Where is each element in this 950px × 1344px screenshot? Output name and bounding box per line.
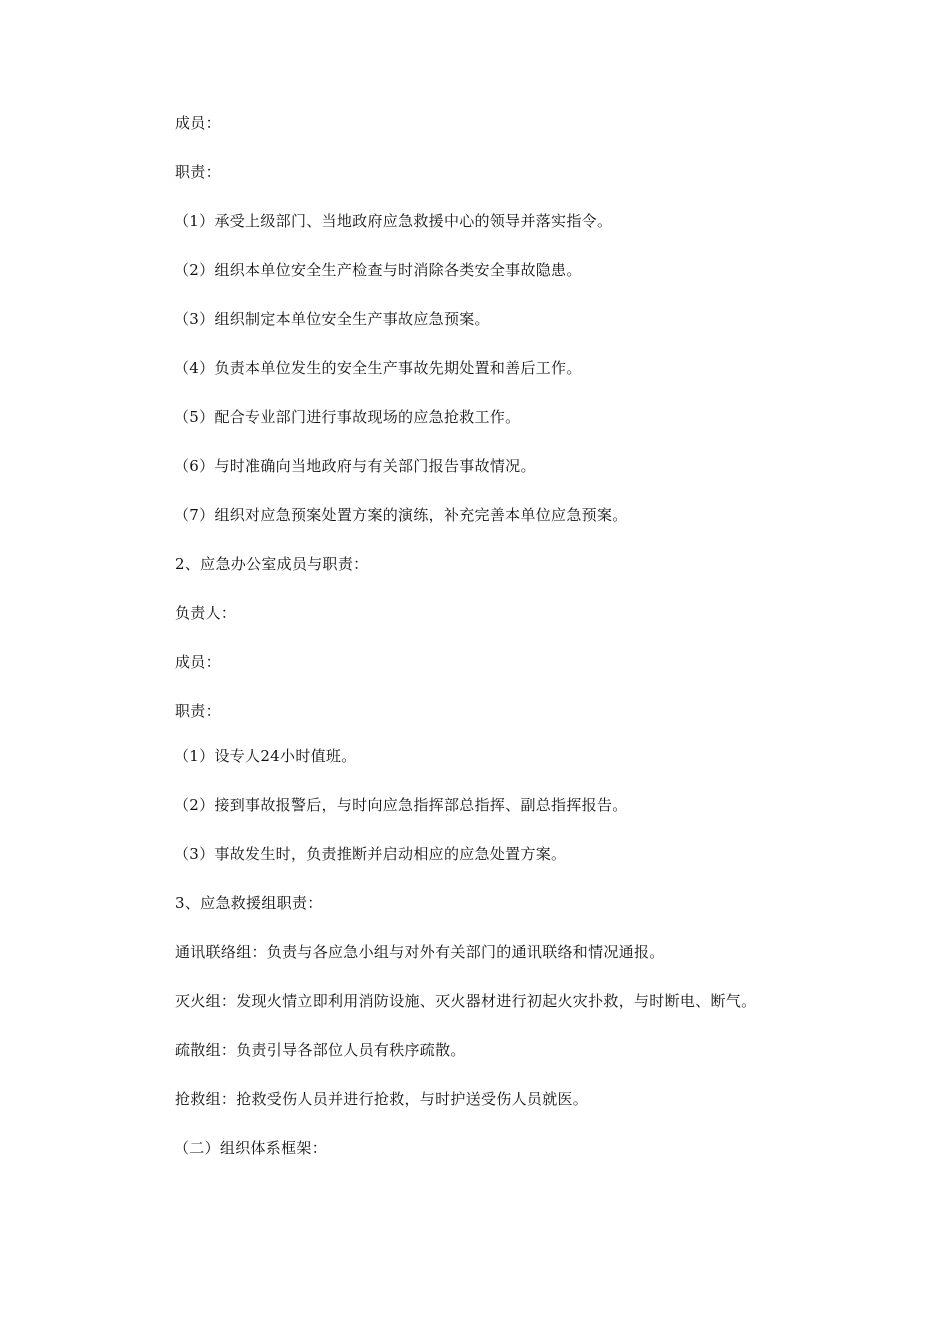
duty-item-5: （5）配合专业部门进行事故现场的应急抢救工作。: [174, 408, 521, 426]
office-duty-item-2: （2）接到事故报警后，与时向应急指挥部总指挥、副总指挥报告。: [174, 796, 628, 814]
duty-item-4: （4）负责本单位发生的安全生产事故先期处置和善后工作。: [174, 359, 582, 377]
duty-item-6: （6）与时准确向当地政府与有关部门报告事故情况。: [174, 457, 536, 475]
evacuation-group-duty: 疏散组：负责引导各部位人员有秩序疏散。: [175, 1041, 466, 1059]
section-heading-rescue: 3、应急救援组职责：: [175, 894, 323, 912]
members-label: 成员：: [175, 114, 221, 132]
office-duty-item-1: （1）设专人24小时值班。: [174, 747, 357, 765]
duties-label: 职责：: [175, 163, 221, 181]
duty-item-7: （7）组织对应急预案处置方案的演练，补充完善本单位应急预案。: [174, 506, 628, 524]
office-members-label: 成员：: [175, 653, 221, 671]
duty-item-1: （1）承受上级部门、当地政府应急救援中心的领导并落实指令。: [174, 212, 613, 230]
section-heading-office: 2、应急办公室成员与职责：: [175, 555, 369, 573]
firefighting-group-duty: 灭火组：发现火情立即利用消防设施、灭火器材进行初起火灾扑救，与时断电、断气。: [175, 992, 757, 1010]
duty-item-3: （3）组织制定本单位安全生产事故应急预案。: [174, 310, 490, 328]
comms-group-duty: 通讯联络组：负责与各应急小组与对外有关部门的通讯联络和情况通报。: [175, 943, 665, 961]
leader-label: 负责人：: [175, 604, 237, 622]
office-duties-label: 职责：: [175, 702, 221, 720]
duty-item-2: （2）组织本单位安全生产检查与时消除各类安全事故隐患。: [174, 261, 582, 279]
office-duty-item-3: （3）事故发生时，负责推断并启动相应的应急处置方案。: [174, 845, 567, 863]
org-framework-heading: （二）组织体系框架：: [174, 1139, 328, 1157]
rescue-group-duty: 抢救组：抢救受伤人员并进行抢救，与时护送受伤人员就医。: [175, 1090, 589, 1108]
